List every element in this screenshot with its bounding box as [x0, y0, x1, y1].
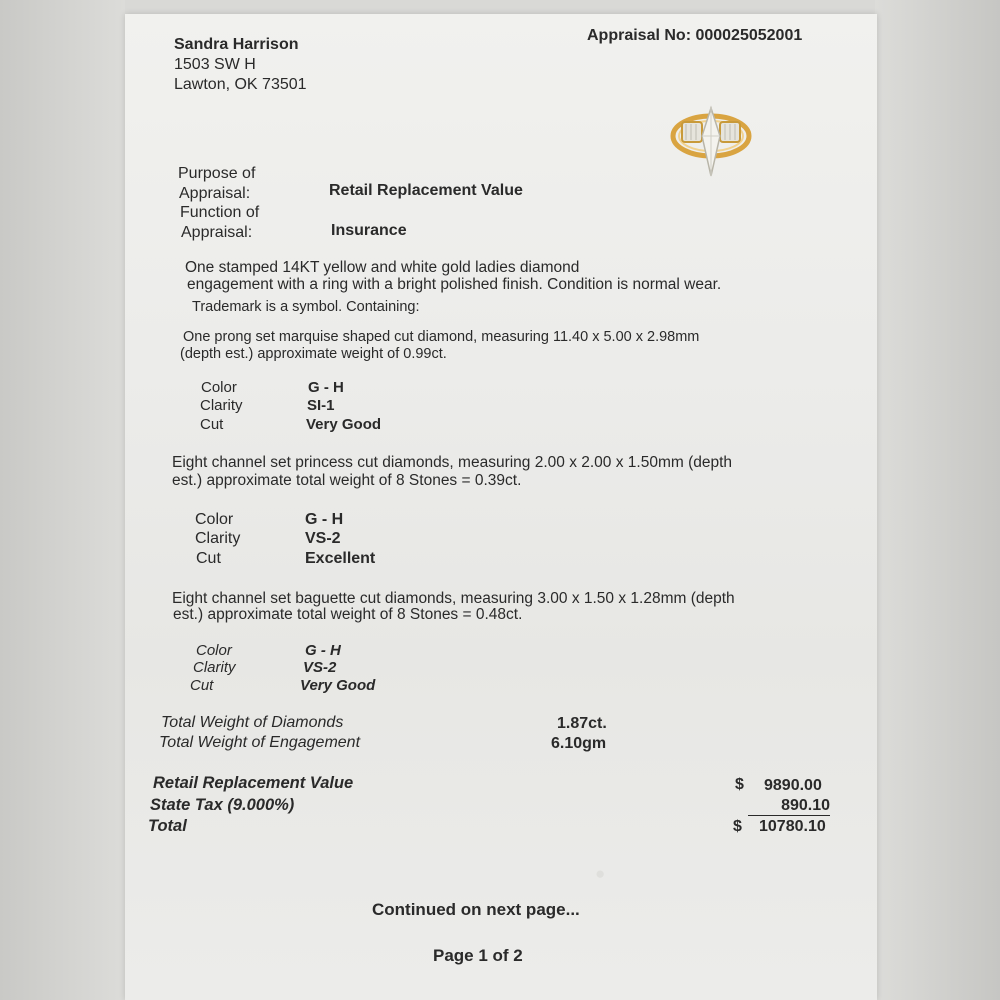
stone3-color: G - H	[305, 642, 341, 659]
continued-note: Continued on next page...	[372, 900, 580, 919]
client-name: Sandra Harrison	[174, 36, 299, 53]
stone3-clarity: VS-2	[303, 659, 337, 676]
purpose-label-line1: Purpose of	[178, 165, 256, 182]
stone3-cut: Very Good	[300, 677, 376, 694]
ring-image	[668, 100, 754, 180]
client-address-line1: 1503 SW H	[174, 56, 256, 73]
stone3-clarity-label: Clarity	[193, 659, 236, 676]
client-address-line2: Lawton, OK 73501	[174, 76, 307, 93]
description-line3: Trademark is a symbol. Containing:	[192, 299, 420, 315]
total-diamond-weight-label: Total Weight of Diamonds	[161, 714, 344, 731]
function-label-line2: Appraisal:	[181, 224, 253, 241]
purpose-label-line2: Appraisal:	[179, 185, 251, 202]
stone3-line1: Eight channel set baguette cut diamonds, measuring 3.00 x 1.50 x 1.28mm (depth	[172, 590, 735, 607]
background-right	[875, 0, 1000, 1000]
stone1-cut: Very Good	[306, 416, 382, 433]
retail-value: 9890.00	[764, 777, 822, 794]
total-currency: $	[733, 818, 742, 835]
appraisal-number: Appraisal No: 000025052001	[587, 27, 803, 44]
stone1-clarity: SI-1	[307, 397, 335, 414]
total-engagement-weight-value: 6.10gm	[551, 735, 607, 752]
state-tax-label: State Tax (9.000%)	[150, 796, 295, 814]
appraisal-page	[125, 14, 877, 1000]
total-diamond-weight-value: 1.87ct.	[557, 715, 607, 732]
background-left	[0, 0, 125, 1000]
stone1-color-label: Color	[201, 379, 237, 396]
total-label: Total	[148, 817, 187, 835]
purpose-value: Retail Replacement Value	[329, 182, 523, 199]
function-value: Insurance	[331, 222, 407, 239]
total-value: 10780.10	[759, 818, 826, 835]
state-tax-value: 890.10	[748, 797, 830, 816]
stone2-cut: Excellent	[305, 550, 376, 567]
stone1-clarity-label: Clarity	[200, 397, 243, 414]
bleedthrough-mark: ●	[595, 864, 606, 883]
stone2-clarity-label: Clarity	[195, 530, 241, 547]
retail-value-label: Retail Replacement Value	[153, 774, 354, 792]
stone1-color: G - H	[308, 379, 344, 396]
stone2-line2: est.) approximate total weight of 8 Stones = 0.39ct.	[172, 472, 522, 489]
stone2-clarity: VS-2	[305, 530, 341, 547]
description-line1: One stamped 14KT yellow and white gold ladies diamond	[185, 259, 580, 276]
stone1-line2: (depth est.) approximate weight of 0.99ct.	[180, 346, 447, 362]
stone3-line2: est.) approximate total weight of 8 Stones = 0.48ct.	[173, 606, 523, 623]
stone2-color: G - H	[305, 511, 344, 528]
stone2-color-label: Color	[195, 511, 234, 528]
page-number: Page 1 of 2	[433, 946, 523, 965]
stone3-cut-label: Cut	[190, 677, 214, 694]
function-label-line1: Function of	[180, 204, 260, 221]
stone3-color-label: Color	[196, 642, 232, 659]
total-engagement-weight-label: Total Weight of Engagement	[159, 734, 361, 751]
stone2-cut-label: Cut	[196, 550, 221, 567]
description-line2: engagement with a ring with a bright polished finish. Condition is normal wear.	[187, 276, 722, 293]
stone1-cut-label: Cut	[200, 416, 224, 433]
retail-currency: $	[735, 776, 744, 793]
stone1-line1: One prong set marquise shaped cut diamond, measuring 11.40 x 5.00 x 2.98mm	[183, 329, 700, 345]
stone2-line1: Eight channel set princess cut diamonds, measuring 2.00 x 2.00 x 1.50mm (depth	[172, 454, 733, 471]
